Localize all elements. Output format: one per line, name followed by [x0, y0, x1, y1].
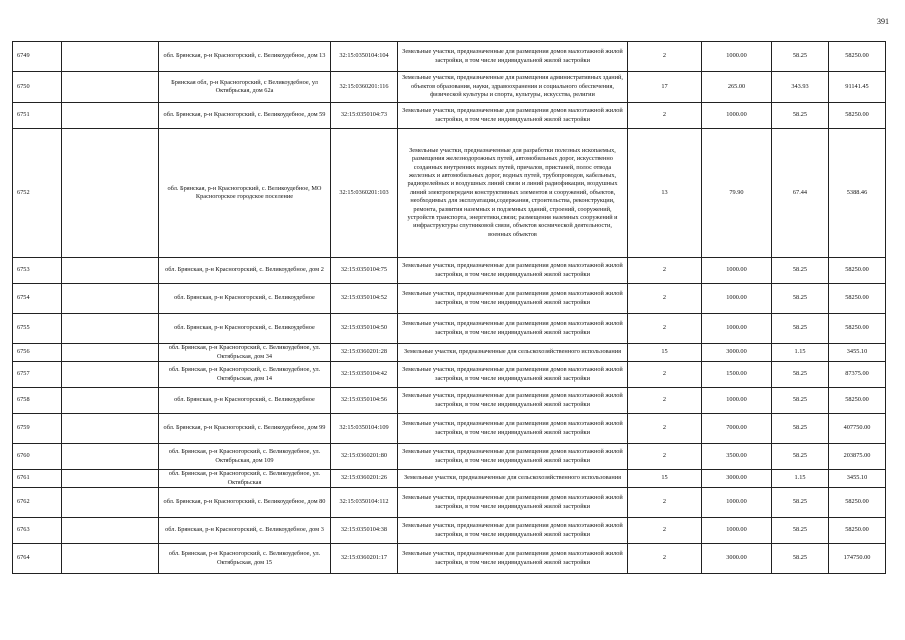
rate-cell: 67.44: [772, 129, 829, 258]
row-number: 6760: [13, 444, 62, 470]
cadastral-number-cell: 32:15:0360201:80: [331, 444, 398, 470]
cadastral-number-cell: 32:15:0350104:73: [331, 103, 398, 129]
area-cell: 1000.00: [702, 518, 772, 544]
row-number: 6757: [13, 362, 62, 388]
area-cell: 1000.00: [702, 42, 772, 72]
cadastral-value-cell: 58250.00: [829, 388, 886, 414]
rate-cell: 58.25: [772, 314, 829, 344]
row-number: 6755: [13, 314, 62, 344]
table-row: [13, 42, 886, 72]
table-row: [13, 444, 886, 470]
row-number: 6761: [13, 470, 62, 488]
address-cell: обл. Брянская, р-н Красногорский, с. Великоудебное: [159, 314, 331, 344]
row-number: 6762: [13, 488, 62, 518]
row-number: 6764: [13, 544, 62, 574]
blank-cell: [62, 362, 159, 388]
land-use-cell: Земельные участки, предназначенные для размещения домов малоэтажной жилой застройки, в том числе индивидуальной жилой застройки: [398, 42, 628, 72]
use-group-cell: 15: [628, 344, 702, 362]
cadastral-value-cell: 407750.00: [829, 414, 886, 444]
blank-cell: [62, 284, 159, 314]
blank-cell: [62, 314, 159, 344]
area-cell: 3500.00: [702, 444, 772, 470]
address-cell: обл. Брянская, р-н Красногорский, с. Великоудебное, дом 2: [159, 258, 331, 284]
table-row: [13, 314, 886, 344]
land-use-cell: Земельные участки, предназначенные для размещения домов малоэтажной жилой застройки, в том числе индивидуальной жилой застройки: [398, 518, 628, 544]
address-cell: обл. Брянская, р-н Красногорский, с. Великоудебное, дом 99: [159, 414, 331, 444]
cadastral-value-cell: 58250.00: [829, 518, 886, 544]
table-body: [13, 42, 886, 574]
land-use-cell: Земельные участки, предназначенные для размещения домов малоэтажной жилой застройки, в том числе индивидуальной жилой застройки: [398, 388, 628, 414]
land-use-cell: Земельные участки, предназначенные для размещения домов малоэтажной жилой застройки, в том числе индивидуальной жилой застройки: [398, 284, 628, 314]
land-registry-table: [12, 41, 886, 574]
row-number: 6759: [13, 414, 62, 444]
cadastral-value-cell: 58250.00: [829, 488, 886, 518]
blank-cell: [62, 72, 159, 103]
blank-cell: [62, 470, 159, 488]
area-cell: 79.90: [702, 129, 772, 258]
row-number: 6752: [13, 129, 62, 258]
address-cell: обл. Брянская, р-н Красногорский, с. Великоудебное, ул. Октябрьская: [159, 470, 331, 488]
rate-cell: 58.25: [772, 544, 829, 574]
blank-cell: [62, 414, 159, 444]
land-use-cell: Земельные участки, предназначенные для размещения домов малоэтажной жилой застройки, в том числе индивидуальной жилой застройки: [398, 444, 628, 470]
cadastral-value-cell: 5388.46: [829, 129, 886, 258]
land-use-cell: Земельные участки, предназначенные для размещения домов малоэтажной жилой застройки, в том числе индивидуальной жилой застройки: [398, 258, 628, 284]
table-row: [13, 344, 886, 362]
cadastral-value-cell: 58250.00: [829, 42, 886, 72]
area-cell: 7000.00: [702, 414, 772, 444]
row-number: 6754: [13, 284, 62, 314]
cadastral-number-cell: 32:15:0350104:52: [331, 284, 398, 314]
table-row: [13, 362, 886, 388]
table-row: [13, 544, 886, 574]
rate-cell: 343.93: [772, 72, 829, 103]
area-cell: 1000.00: [702, 103, 772, 129]
cadastral-value-cell: 58250.00: [829, 103, 886, 129]
use-group-cell: 2: [628, 314, 702, 344]
table-row: [13, 103, 886, 129]
blank-cell: [62, 42, 159, 72]
address-cell: обл. Брянская, р-н Красногорский, с. Великоудебное, дом 80: [159, 488, 331, 518]
land-use-cell: Земельные участки, предназначенные для сельскохозяйственного использования: [398, 344, 628, 362]
use-group-cell: 2: [628, 258, 702, 284]
row-number: 6758: [13, 388, 62, 414]
use-group-cell: 2: [628, 388, 702, 414]
land-use-cell: Земельные участки, предназначенные для размещения домов малоэтажной жилой застройки, в том числе индивидуальной жилой застройки: [398, 488, 628, 518]
rate-cell: 58.25: [772, 42, 829, 72]
area-cell: 1000.00: [702, 314, 772, 344]
rate-cell: 1.15: [772, 344, 829, 362]
use-group-cell: 2: [628, 362, 702, 388]
cadastral-number-cell: 32:15:0350104:42: [331, 362, 398, 388]
table-row: [13, 518, 886, 544]
row-number: 6751: [13, 103, 62, 129]
address-cell: обл. Брянская, р-н Красногорский, с. Великоудебное: [159, 284, 331, 314]
area-cell: 265.00: [702, 72, 772, 103]
table-row: [13, 72, 886, 103]
cadastral-value-cell: 58250.00: [829, 314, 886, 344]
rate-cell: 58.25: [772, 362, 829, 388]
address-cell: обл. Брянская, р-н Красногорский, с. Великоудебное, ул. Октябрьская, дом 34: [159, 344, 331, 362]
cadastral-value-cell: 91141.45: [829, 72, 886, 103]
cadastral-value-cell: 3455.10: [829, 470, 886, 488]
rate-cell: 58.25: [772, 388, 829, 414]
area-cell: 1000.00: [702, 388, 772, 414]
cadastral-number-cell: 32:15:0360201:17: [331, 544, 398, 574]
land-use-cell: Земельные участки, предназначенные для размещения домов малоэтажной жилой застройки, в том числе индивидуальной жилой застройки: [398, 544, 628, 574]
land-use-cell: Земельные участки, предназначенные для размещения домов малоэтажной жилой застройки, в том числе индивидуальной жилой застройки: [398, 414, 628, 444]
cadastral-number-cell: 32:15:0350104:38: [331, 518, 398, 544]
cadastral-value-cell: 203875.00: [829, 444, 886, 470]
cadastral-value-cell: 87375.00: [829, 362, 886, 388]
address-cell: обл. Брянская, р-н Красногорский, с. Великоудебное, дом 13: [159, 42, 331, 72]
rate-cell: 58.25: [772, 103, 829, 129]
blank-cell: [62, 103, 159, 129]
use-group-cell: 13: [628, 129, 702, 258]
cadastral-value-cell: 174750.00: [829, 544, 886, 574]
use-group-cell: 2: [628, 518, 702, 544]
cadastral-number-cell: 32:15:0350104:50: [331, 314, 398, 344]
land-use-cell: Земельные участки, предназначенные для размещения домов малоэтажной жилой застройки, в том числе индивидуальной жилой застройки: [398, 103, 628, 129]
address-cell: обл. Брянская, р-н Красногорский, с. Великоудебное, ул. Октябрьская, дом 109: [159, 444, 331, 470]
area-cell: 3000.00: [702, 344, 772, 362]
blank-cell: [62, 388, 159, 414]
table-row: [13, 388, 886, 414]
use-group-cell: 15: [628, 470, 702, 488]
area-cell: 1000.00: [702, 258, 772, 284]
address-cell: обл. Брянская, р-н Красногорский, с. Великоудебное, дом 59: [159, 103, 331, 129]
cadastral-number-cell: 32:15:0360201:116: [331, 72, 398, 103]
address-cell: обл. Брянская, р-н Красногорский, с. Великоудебное, ул. Октябрьская, дом 15: [159, 544, 331, 574]
cadastral-number-cell: 32:15:0360201:103: [331, 129, 398, 258]
blank-cell: [62, 444, 159, 470]
row-number: 6749: [13, 42, 62, 72]
use-group-cell: 2: [628, 488, 702, 518]
table-row: [13, 470, 886, 488]
land-use-cell: Земельные участки, предназначенные для размещения административных зданий, объектов образования, науки, здравоохранения и социального обеспечения, физической культуры и спорта, культуры, искусства, религии: [398, 72, 628, 103]
address-cell: Брянская обл, р-н Красногорский, с Великоудебное, ул Октябрьская, дом 62а: [159, 72, 331, 103]
blank-cell: [62, 344, 159, 362]
use-group-cell: 17: [628, 72, 702, 103]
cadastral-number-cell: 32:15:0360201:28: [331, 344, 398, 362]
use-group-cell: 2: [628, 544, 702, 574]
blank-cell: [62, 488, 159, 518]
address-cell: обл. Брянская, р-н Красногорский, с. Великоудебное, дом 3: [159, 518, 331, 544]
cadastral-number-cell: 32:15:0350104:112: [331, 488, 398, 518]
rate-cell: 58.25: [772, 488, 829, 518]
row-number: 6763: [13, 518, 62, 544]
table-row: [13, 258, 886, 284]
cadastral-number-cell: 32:15:0360201:26: [331, 470, 398, 488]
land-use-cell: Земельные участки, предназначенные для размещения домов малоэтажной жилой застройки, в том числе индивидуальной жилой застройки: [398, 314, 628, 344]
land-use-cell: Земельные участки, предназначенные для сельскохозяйственного использования: [398, 470, 628, 488]
land-use-cell: Земельные участки, предназначенные для размещения домов малоэтажной жилой застройки, в том числе индивидуальной жилой застройки: [398, 362, 628, 388]
cadastral-number-cell: 32:15:0350104:56: [331, 388, 398, 414]
row-number: 6756: [13, 344, 62, 362]
cadastral-value-cell: 58250.00: [829, 284, 886, 314]
rate-cell: 58.25: [772, 284, 829, 314]
cadastral-number-cell: 32:15:0350104:109: [331, 414, 398, 444]
cadastral-value-cell: 3455.10: [829, 344, 886, 362]
table-row: [13, 488, 886, 518]
land-use-cell: Земельные участки, предназначенные для разработки полезных ископаемых, размещения железнодорожных путей, автомобильных дорог, искусственно созданных внутренних водных путей, причалов, пристаней, полос отвода железных и автомобильных дорог, водных путей, трубопроводов, кабельных, радиорелейных и воздушных линий связи и линий радиофикации, воздушных линий электропередачи конструктивных элементов и сооружений, объектов, необходимых для эксплуатации,содержания, строительства, реконструкции, ремонта, развития наземных и подземных зданий, строений, сооружений, устройств транспорта, энергетики,связи; размещения наземных сооружений и инфраструктуры спутниковой связи, объектов космической деятельности, военных объектов: [398, 129, 628, 258]
rate-cell: 58.25: [772, 518, 829, 544]
use-group-cell: 2: [628, 284, 702, 314]
use-group-cell: 2: [628, 444, 702, 470]
address-cell: обл. Брянская, р-н Красногорский, с. Великоудебное, ул. Октябрьская, дом 14: [159, 362, 331, 388]
area-cell: 1000.00: [702, 488, 772, 518]
area-cell: 1500.00: [702, 362, 772, 388]
row-number: 6753: [13, 258, 62, 284]
table-row: [13, 129, 886, 258]
rate-cell: 58.25: [772, 258, 829, 284]
address-cell: обл. Брянская, р-н Красногорский, с. Великоудебное: [159, 388, 331, 414]
area-cell: 3000.00: [702, 470, 772, 488]
blank-cell: [62, 129, 159, 258]
rate-cell: 58.25: [772, 444, 829, 470]
area-cell: 1000.00: [702, 284, 772, 314]
area-cell: 3000.00: [702, 544, 772, 574]
cadastral-value-cell: 58250.00: [829, 258, 886, 284]
row-number: 6750: [13, 72, 62, 103]
rate-cell: 1.15: [772, 470, 829, 488]
rate-cell: 58.25: [772, 414, 829, 444]
cadastral-number-cell: 32:15:0350104:75: [331, 258, 398, 284]
use-group-cell: 2: [628, 42, 702, 72]
table-row: [13, 414, 886, 444]
address-cell: обл. Брянская, р-н Красногорский, с. Великоудебное, МО Красногорское городское поселение: [159, 129, 331, 258]
use-group-cell: 2: [628, 103, 702, 129]
page-number: 391: [877, 17, 889, 26]
blank-cell: [62, 518, 159, 544]
table-row: [13, 284, 886, 314]
use-group-cell: 2: [628, 414, 702, 444]
blank-cell: [62, 544, 159, 574]
cadastral-number-cell: 32:15:0350104:104: [331, 42, 398, 72]
blank-cell: [62, 258, 159, 284]
